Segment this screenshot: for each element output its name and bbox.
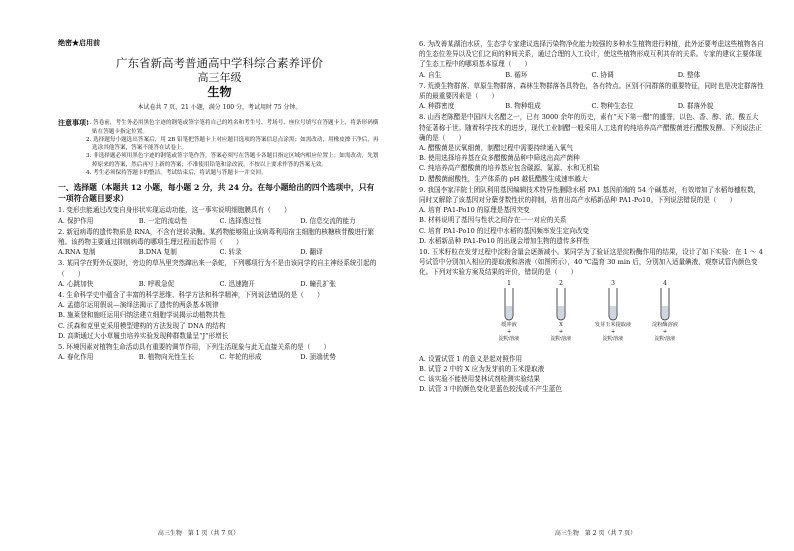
test-tube-1 (479, 280, 539, 343)
tube-icon (659, 288, 671, 322)
tube-bottom-label: 淀粉溶液 (602, 335, 624, 342)
option: C. 选择透过性 (219, 216, 262, 225)
tube-top-label: 淀粉酶溶液 (652, 321, 678, 328)
question-6-stem: 6. 为改善某湖泊水质，生态学专家建议选择污染物净化能力较强的多种水生植物进行种植，此外还要考虑这些植物各自的生态位差异以及它们之间的种间关系，通过合理的人工设计，使这些植物形成互利共存的关系。专家的建议主要体现了生态工程中的哪项基本原理（ ） (419, 40, 764, 69)
option: A. 醋酸菌是厌氧细菌，制醋过程中需要持续通入氧气 (419, 144, 574, 153)
test-tube-4 (635, 280, 695, 343)
section-heading: 一、选择题（本题共 12 小题，每小题 2 分，共 24 分。在每小题给出的四个选项中，只有一项符合题目要求） (58, 183, 375, 204)
option: C. 培育 PA1-Po10 的过程中水稻的基因频率发生定向改变 (419, 226, 590, 235)
tube-number: 4 (663, 279, 667, 287)
option: B.DNA 复制 (138, 248, 177, 257)
option: C. 物种生态位 (591, 102, 634, 111)
tube-number: 2 (559, 279, 563, 287)
option: C. 协调 (591, 70, 614, 79)
question-10-stem: 10. 玉米籽粒在发芽过程中淀粉含量会逐渐减小。某同学为了验证这是淀粉酶作用的结果，设计了如下实验：在 1 ～ 4 号试管中分别加入相应的提取液和溶液（如图所示），40 ℃温育 30 min 后，分别加入适量碘液，观察试管内颜色变化。下列对实验方案及结果的评价，错误的是（ ） (419, 248, 763, 277)
tube-number: 3 (611, 279, 615, 287)
question-7-options (419, 101, 764, 111)
page-footer: 高三生物 第 2 页（共 7 页） (554, 530, 637, 537)
question-4-stem: 4. 生命科学史中蕴含了丰富的科学思维、科学方法和科学精神，下列说法错误的是（ ） (58, 291, 324, 299)
option: C. 转录 (219, 248, 242, 257)
option: C. 该实验不能使用斐林试剂检测实验结果 (419, 375, 541, 384)
option: B. 一定的流动性 (138, 216, 188, 225)
exam-title: 广东省新高考普通高中学科综合素养评价 (116, 56, 323, 70)
tube-bottom-label: 淀粉溶液 (654, 335, 676, 342)
tube-icon (503, 288, 515, 322)
question-1-stem: 1. 变形虫能通过改变自身形状实现运动功能，这一事实说明细胞膜具有（ ） (58, 206, 291, 215)
option: C. 迅速跑开 (219, 279, 255, 288)
tube-icon (555, 288, 567, 322)
option: B. 施莱登和施旺运用归纳法建立细胞学说揭示动植物共性 (58, 311, 226, 320)
question-7-stem: 7. 荒漠生物群落、草原生物群落、森林生物群落各具特色，各有特点。区别不同群落的重要特征，同时也是决定群落性质的最重要因素是（ ） (419, 81, 764, 101)
option: B. 植物向光性生长 (138, 353, 194, 362)
option: A. 保护作用 (58, 216, 94, 225)
question-2-stem: 2. 新冠病毒的遗传物质是 RNA，不含有逆转录酶。某药物能够阻止该病毒利用宿主细胞的核糖核苷酸进行繁殖。该药物主要通过抑制病毒的哪项生理过程而起作用（ ） (58, 227, 375, 246)
option: B. 试管 2 中的 X 应为发芽前的玉米提取液 (419, 364, 545, 373)
option: D. 醋酸菌耐酸性，生产体系的 pH 越低醋酸生成速率越大 (419, 174, 588, 183)
exam-subtitle: 本试卷共 7 页，21 小题，满分 100 分，考试用时 75 分钟。 (137, 104, 302, 111)
tube-icon (607, 288, 619, 322)
option: A. 春化作用 (58, 353, 94, 362)
option: B. 材料说明了基因与性状之间存在一一对应的关系 (419, 216, 567, 225)
grade-title: 高三年级 (197, 71, 242, 84)
option: A. 自生 (419, 70, 442, 79)
question-3-stem: 3. 某同学在野外玩耍时，旁边的草丛里突然蹿出来一条蛇，下列哪项行为不是由该同学的自主神经系统引起的（ ） (58, 259, 377, 278)
option: A.RNA 复制 (58, 248, 96, 257)
plus-sign: + (506, 328, 512, 335)
test-tube-3 (583, 280, 643, 343)
notice-item: 4. 考生必须保持答题卡的整洁。考试结束后，将试题与答题卡一并交回。 (86, 170, 267, 177)
tube-bottom-label: 淀粉溶液 (498, 335, 520, 342)
option: A. 培育 PA1-Po10 的原理是基因突变 (419, 206, 530, 215)
option: D. 顶端优势 (300, 353, 336, 362)
question-5-stem: 5. 环境因素对植物生命活动具有重要的调节作用，下列生活现象与此无直接关系的是（ ） (58, 343, 331, 352)
question-9-stem: 9. 我国李家洋院士团队利用基因编辑技术特异性删除水稻 PA1 基因前端的 54 个碱基对，有效增加了水稻每穗粒数，同时又解除了该基因对分蘖芽数性状的抑制，培育出高产水稻新品种 PA1-Po10。下列说法错误的是（ ） (419, 185, 761, 205)
option: D. 信息交流的能力 (300, 216, 356, 225)
plus-sign: + (558, 328, 564, 335)
notice-label: 注意事项： (58, 118, 93, 127)
tube-top-label: 缓冲液 (501, 321, 517, 328)
page-footer: 高三生物 第 1 页（共 7 页） (157, 530, 240, 537)
option: A. 种群密度 (419, 102, 455, 111)
plus-sign: + (662, 328, 668, 335)
option: D. 高斯通过大小草履虫培养实验发现种群数量呈“J”形增长 (58, 331, 229, 340)
option: D. 群落外貌 (677, 102, 714, 111)
option: C. 沃森和克里克采用模型建构的方法发现了 DNA 的结构 (58, 321, 226, 330)
option: B. 呼吸急促 (138, 279, 175, 288)
option: A. 心跳加快 (58, 279, 94, 288)
question-2-options (58, 247, 381, 257)
option: C. 纯培养高产醋酸菌的培养基应包含碳源、氮源、水和无机盐 (419, 164, 600, 173)
tube-top-label: X (559, 321, 563, 328)
tube-number: 1 (507, 279, 511, 287)
question-5-options (58, 352, 381, 362)
option: A. 设置试管 1 的意义是起对照作用 (419, 354, 523, 363)
option: D. 试管 3 中的颜色变化是蓝色较浅或不产生蓝色 (419, 385, 562, 394)
notice-item: 3. 非选择题必须用黑色字迹的钢笔或签字笔作答，答案必须写在答题卡各题目指定区域内相应位置上；如需改动，先划掉原来的答案，然后再写上新的答案；不准使用铅笔和涂改液。不按以上要求作答的答案无效。 (86, 153, 379, 168)
confidential-tag: 绝密★启用前 (58, 38, 100, 47)
question-1-options (58, 216, 381, 226)
option: D. 整体 (677, 70, 701, 79)
option: C. 年轮的形成 (219, 353, 262, 362)
page-2 (397, 0, 794, 551)
question-6-options (419, 70, 764, 80)
notice-item: 1. 答卷前，考生务必用黑色字迹的钢笔或签字笔将自己的姓名和考生号、考场号、座位号填写在答题卡上，将条形码横贴在答题卡指定位置。 (86, 120, 379, 135)
test-tube-diagram (419, 280, 764, 352)
subject-title: 生物 (207, 85, 232, 99)
option: B. 使用选择培养基在众多醋酸菌品种中筛选出高产菌种 (419, 154, 580, 163)
tube-bottom-label: 淀粉溶液 (550, 335, 572, 342)
option: D. 翻译 (300, 248, 323, 257)
test-tube-2 (531, 280, 591, 343)
question-8-stem: 8. 山西老陈醋是中国四大名醋之一，已有 3000 余年的历史，素有“天下第一醋”的盛誉，以色、香、醇、浓、酸五大特征著称于世。随着科学技术的进步，现代工业制醋一般采用人工选育的纯培养高产醋酸菌进行醋酸发酵。下列说法正确的是（ ） (419, 113, 762, 142)
notice-block (58, 119, 381, 177)
option: B. 循环 (505, 70, 528, 79)
tube-top-label: 发芽玉米提取液 (594, 321, 632, 328)
plus-sign: + (610, 328, 616, 335)
option: D. 瞳孔扩张 (300, 279, 336, 288)
option: D. 水稻新品种 PA1-Po10 的出现会增加生物的遗传多样性 (419, 236, 590, 245)
option: B. 物种组成 (505, 102, 541, 111)
option: A. 孟德尔运用假说—演绎法揭示了遗传的两条基本规律 (58, 301, 219, 310)
notice-item: 2. 选择题每小题选出答案后，用 2B 铅笔把答题卡上对应题目选项的答案信息点涂黑；如需改动，用橡皮擦干净后，再选涂其他答案，答案不能答在试卷上。 (86, 136, 379, 152)
question-3-options (58, 279, 381, 289)
